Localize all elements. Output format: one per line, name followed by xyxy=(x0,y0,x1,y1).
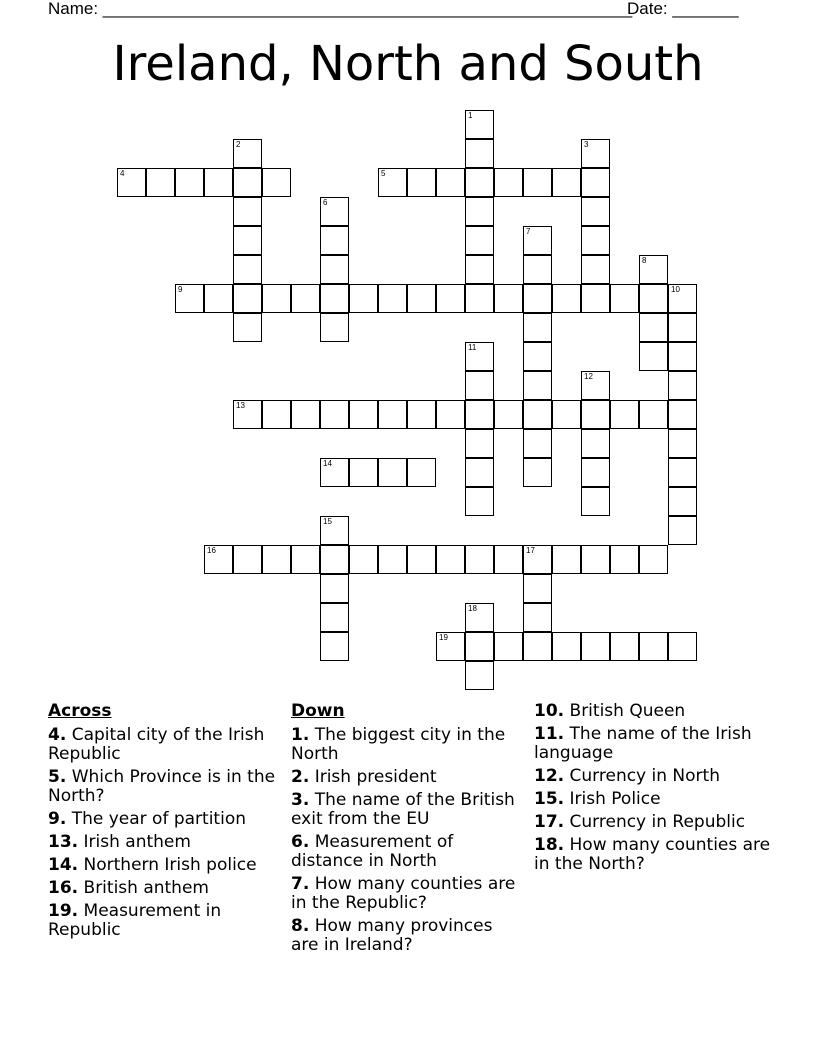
grid-cell[interactable] xyxy=(523,632,552,661)
clue xyxy=(48,810,278,829)
grid-cell[interactable] xyxy=(465,110,494,139)
grid-cell[interactable] xyxy=(465,603,494,632)
clue-text: Measurement of distance in North xyxy=(291,832,454,871)
grid-cell[interactable] xyxy=(494,400,523,429)
clue-number-label: 17. xyxy=(534,812,565,832)
grid-cell[interactable] xyxy=(407,458,436,487)
clue-number: 18 xyxy=(468,604,477,613)
grid-cell[interactable] xyxy=(262,545,291,574)
grid-cell[interactable] xyxy=(639,632,668,661)
across-clue-list xyxy=(48,726,278,940)
clue-number: 9 xyxy=(178,285,183,294)
down-clues xyxy=(291,702,521,959)
clue-number-label: 6. xyxy=(291,832,310,852)
grid-cell[interactable] xyxy=(204,168,233,197)
grid-cell[interactable] xyxy=(262,400,291,429)
clue xyxy=(291,768,521,787)
grid-cell[interactable] xyxy=(407,400,436,429)
clue-number: 19 xyxy=(439,633,448,642)
grid-cell[interactable] xyxy=(668,429,697,458)
clue-text: Northern Irish police xyxy=(78,855,257,875)
grid-cell[interactable] xyxy=(378,168,407,197)
grid-cell[interactable] xyxy=(523,168,552,197)
grid-cell[interactable] xyxy=(465,371,494,400)
clue xyxy=(534,790,774,809)
grid-cell[interactable] xyxy=(175,168,204,197)
clue-text: The name of the Irish language xyxy=(534,724,752,763)
grid-cell[interactable] xyxy=(436,284,465,313)
grid-cell[interactable] xyxy=(465,226,494,255)
grid-cell[interactable] xyxy=(639,342,668,371)
clue-number-label: 2. xyxy=(291,767,310,787)
grid-cell[interactable] xyxy=(407,284,436,313)
clue-text: How many provinces are in Ireland? xyxy=(291,916,493,955)
grid-cell[interactable] xyxy=(465,429,494,458)
grid-cell[interactable] xyxy=(581,226,610,255)
clue-number-label: 7. xyxy=(291,874,310,894)
clue-number: 6 xyxy=(323,198,328,207)
clue-number-label: 10. xyxy=(534,701,565,721)
grid-cell[interactable] xyxy=(175,284,204,313)
grid-cell[interactable] xyxy=(233,197,262,226)
clue-number: 2 xyxy=(236,140,241,149)
clue xyxy=(291,791,521,829)
clue-text: Measurement in Republic xyxy=(48,901,222,940)
grid-cell[interactable] xyxy=(233,139,262,168)
grid-cell[interactable] xyxy=(465,661,494,690)
clue-number: 10 xyxy=(671,285,680,294)
grid-cell[interactable] xyxy=(233,313,262,342)
grid-cell[interactable] xyxy=(610,400,639,429)
grid-cell[interactable] xyxy=(523,313,552,342)
clue-number-label: 16. xyxy=(48,878,79,898)
grid-cell[interactable] xyxy=(262,284,291,313)
clue-number: 14 xyxy=(323,459,332,468)
grid-cell[interactable] xyxy=(320,400,349,429)
grid-cell[interactable] xyxy=(581,139,610,168)
grid-cell[interactable] xyxy=(523,284,552,313)
grid-cell[interactable] xyxy=(465,284,494,313)
clue xyxy=(48,856,278,875)
grid-cell[interactable] xyxy=(668,371,697,400)
grid-cell[interactable] xyxy=(639,255,668,284)
grid-cell[interactable] xyxy=(465,487,494,516)
grid-cell[interactable] xyxy=(436,632,465,661)
grid-cell[interactable] xyxy=(378,400,407,429)
clue-number: 3 xyxy=(584,140,589,149)
clue xyxy=(48,879,278,898)
clue-text: British anthem xyxy=(78,878,209,898)
clue-text: Irish Police xyxy=(564,789,661,809)
across-heading: Across xyxy=(48,701,112,721)
grid-cell[interactable] xyxy=(523,458,552,487)
grid-cell[interactable] xyxy=(552,284,581,313)
clue-number: 15 xyxy=(323,517,332,526)
grid-cell[interactable] xyxy=(581,371,610,400)
grid-cell[interactable] xyxy=(320,255,349,284)
grid-cell[interactable] xyxy=(320,574,349,603)
clue xyxy=(48,726,278,764)
grid-cell[interactable] xyxy=(436,168,465,197)
grid-cell[interactable] xyxy=(581,168,610,197)
grid-cell[interactable] xyxy=(552,168,581,197)
grid-cell[interactable] xyxy=(523,429,552,458)
clue-number-label: 8. xyxy=(291,916,310,936)
grid-cell[interactable] xyxy=(320,545,349,574)
grid-cell[interactable] xyxy=(349,400,378,429)
grid-cell[interactable] xyxy=(639,400,668,429)
grid-cell[interactable] xyxy=(291,400,320,429)
clue-text: Capital city of the Irish Republic xyxy=(48,725,265,764)
grid-cell[interactable] xyxy=(465,400,494,429)
grid-cell[interactable] xyxy=(233,545,262,574)
grid-cell[interactable] xyxy=(146,168,175,197)
grid-cell[interactable] xyxy=(320,516,349,545)
grid-cell[interactable] xyxy=(320,197,349,226)
clue xyxy=(534,813,774,832)
grid-cell[interactable] xyxy=(581,197,610,226)
grid-cell[interactable] xyxy=(581,284,610,313)
grid-cell[interactable] xyxy=(349,458,378,487)
clue xyxy=(48,768,278,806)
clue-text: The year of partition xyxy=(66,809,246,829)
clue-text: Currency in Republic xyxy=(564,812,746,832)
grid-cell[interactable] xyxy=(639,545,668,574)
grid-cell[interactable] xyxy=(610,545,639,574)
grid-cell[interactable] xyxy=(523,226,552,255)
clue-text: Which Province is in the North? xyxy=(48,767,276,806)
grid-cell[interactable] xyxy=(465,458,494,487)
clue-number-label: 13. xyxy=(48,832,79,852)
grid-cell[interactable] xyxy=(668,313,697,342)
down-clue-list xyxy=(291,726,521,955)
grid-cell[interactable] xyxy=(378,284,407,313)
grid-cell[interactable] xyxy=(668,516,697,545)
clue-text: The name of the British exit from the EU xyxy=(291,790,515,829)
down-clue-list-continued xyxy=(534,702,774,874)
grid-cell[interactable] xyxy=(494,168,523,197)
clue-text: How many counties are in the North? xyxy=(534,835,771,874)
clue-number: 16 xyxy=(207,546,216,555)
grid-cell[interactable] xyxy=(465,255,494,284)
clue-text: British Queen xyxy=(564,701,686,721)
clue-number: 5 xyxy=(381,169,386,178)
grid-cell[interactable] xyxy=(639,284,668,313)
down-clues-continued xyxy=(534,702,774,878)
clue-number: 12 xyxy=(584,372,593,381)
down-heading: Down xyxy=(291,701,345,721)
clue-number: 17 xyxy=(526,546,535,555)
grid-cell[interactable] xyxy=(581,400,610,429)
clue xyxy=(534,702,774,721)
grid-cell[interactable] xyxy=(436,545,465,574)
grid-cell[interactable] xyxy=(523,371,552,400)
grid-cell[interactable] xyxy=(552,400,581,429)
clue-number-label: 5. xyxy=(48,767,67,787)
grid-cell[interactable] xyxy=(581,632,610,661)
grid-cell[interactable] xyxy=(320,284,349,313)
grid-cell[interactable] xyxy=(465,168,494,197)
grid-cell[interactable] xyxy=(378,458,407,487)
grid-cell[interactable] xyxy=(668,632,697,661)
clue-number: 8 xyxy=(642,256,647,265)
grid-cell[interactable] xyxy=(407,168,436,197)
clue-text: Currency in North xyxy=(564,766,720,786)
grid-cell[interactable] xyxy=(407,545,436,574)
grid-cell[interactable] xyxy=(204,284,233,313)
grid-cell[interactable] xyxy=(523,342,552,371)
grid-cell[interactable] xyxy=(552,632,581,661)
grid-cell[interactable] xyxy=(117,168,146,197)
clue-number-label: 1. xyxy=(291,725,310,745)
grid-cell[interactable] xyxy=(494,545,523,574)
grid-cell[interactable] xyxy=(320,632,349,661)
grid-cell[interactable] xyxy=(291,284,320,313)
clue xyxy=(291,875,521,913)
grid-cell[interactable] xyxy=(233,255,262,284)
grid-cell[interactable] xyxy=(233,284,262,313)
grid-cell[interactable] xyxy=(552,545,581,574)
clue-number-label: 11. xyxy=(534,724,565,744)
grid-cell[interactable] xyxy=(494,632,523,661)
grid-cell[interactable] xyxy=(320,313,349,342)
clue-number: 4 xyxy=(120,169,125,178)
grid-cell[interactable] xyxy=(610,632,639,661)
grid-cell[interactable] xyxy=(668,342,697,371)
clue-number-label: 19. xyxy=(48,901,79,921)
date-field: Date: _______ xyxy=(627,0,739,18)
grid-cell[interactable] xyxy=(320,458,349,487)
grid-cell[interactable] xyxy=(610,284,639,313)
clue xyxy=(291,726,521,764)
grid-cell[interactable] xyxy=(668,400,697,429)
clue-number-label: 4. xyxy=(48,725,67,745)
grid-cell[interactable] xyxy=(523,400,552,429)
across-clues xyxy=(48,702,278,944)
clue-number: 7 xyxy=(526,227,531,236)
clue xyxy=(48,833,278,852)
clue-text: Irish president xyxy=(309,767,437,787)
grid-cell[interactable] xyxy=(204,545,233,574)
grid-cell[interactable] xyxy=(465,545,494,574)
grid-cell[interactable] xyxy=(581,545,610,574)
grid-cell[interactable] xyxy=(668,487,697,516)
clue xyxy=(48,902,278,940)
grid-cell[interactable] xyxy=(523,545,552,574)
grid-cell[interactable] xyxy=(639,313,668,342)
page-title: Ireland, North and South xyxy=(112,36,704,92)
grid-cell[interactable] xyxy=(581,255,610,284)
clue xyxy=(291,917,521,955)
name-field: Name: ________________________________________________________ xyxy=(48,0,633,18)
clue-text: The biggest city in the North xyxy=(291,725,506,764)
clue-number: 1 xyxy=(468,111,473,120)
clue-number-label: 12. xyxy=(534,766,565,786)
grid-cell[interactable] xyxy=(291,545,320,574)
clue xyxy=(534,767,774,786)
clue-number: 11 xyxy=(468,343,477,352)
grid-cell[interactable] xyxy=(349,284,378,313)
clue xyxy=(291,833,521,871)
grid-cell[interactable] xyxy=(233,226,262,255)
grid-cell[interactable] xyxy=(523,255,552,284)
clue-text: Irish anthem xyxy=(78,832,191,852)
grid-cell[interactable] xyxy=(378,545,407,574)
clue-number: 13 xyxy=(236,401,245,410)
grid-cell[interactable] xyxy=(262,168,291,197)
grid-cell[interactable] xyxy=(494,284,523,313)
grid-cell[interactable] xyxy=(581,458,610,487)
grid-cell[interactable] xyxy=(465,197,494,226)
grid-cell[interactable] xyxy=(523,574,552,603)
grid-cell[interactable] xyxy=(581,487,610,516)
grid-cell[interactable] xyxy=(436,400,465,429)
clue xyxy=(534,836,774,874)
clue-text: How many counties are in the Republic? xyxy=(291,874,516,913)
clue-number-label: 18. xyxy=(534,835,565,855)
clue-number-label: 14. xyxy=(48,855,79,875)
grid-cell[interactable] xyxy=(581,429,610,458)
clue xyxy=(534,725,774,763)
grid-cell[interactable] xyxy=(233,168,262,197)
grid-cell[interactable] xyxy=(349,545,378,574)
grid-cell[interactable] xyxy=(668,458,697,487)
grid-cell[interactable] xyxy=(523,603,552,632)
grid-cell[interactable] xyxy=(465,139,494,168)
clue-number-label: 15. xyxy=(534,789,565,809)
grid-cell[interactable] xyxy=(320,603,349,632)
grid-cell[interactable] xyxy=(233,400,262,429)
grid-cell[interactable] xyxy=(668,284,697,313)
grid-cell[interactable] xyxy=(465,632,494,661)
grid-cell[interactable] xyxy=(320,226,349,255)
grid-cell[interactable] xyxy=(465,342,494,371)
clue-number-label: 9. xyxy=(48,809,67,829)
clue-number-label: 3. xyxy=(291,790,310,810)
